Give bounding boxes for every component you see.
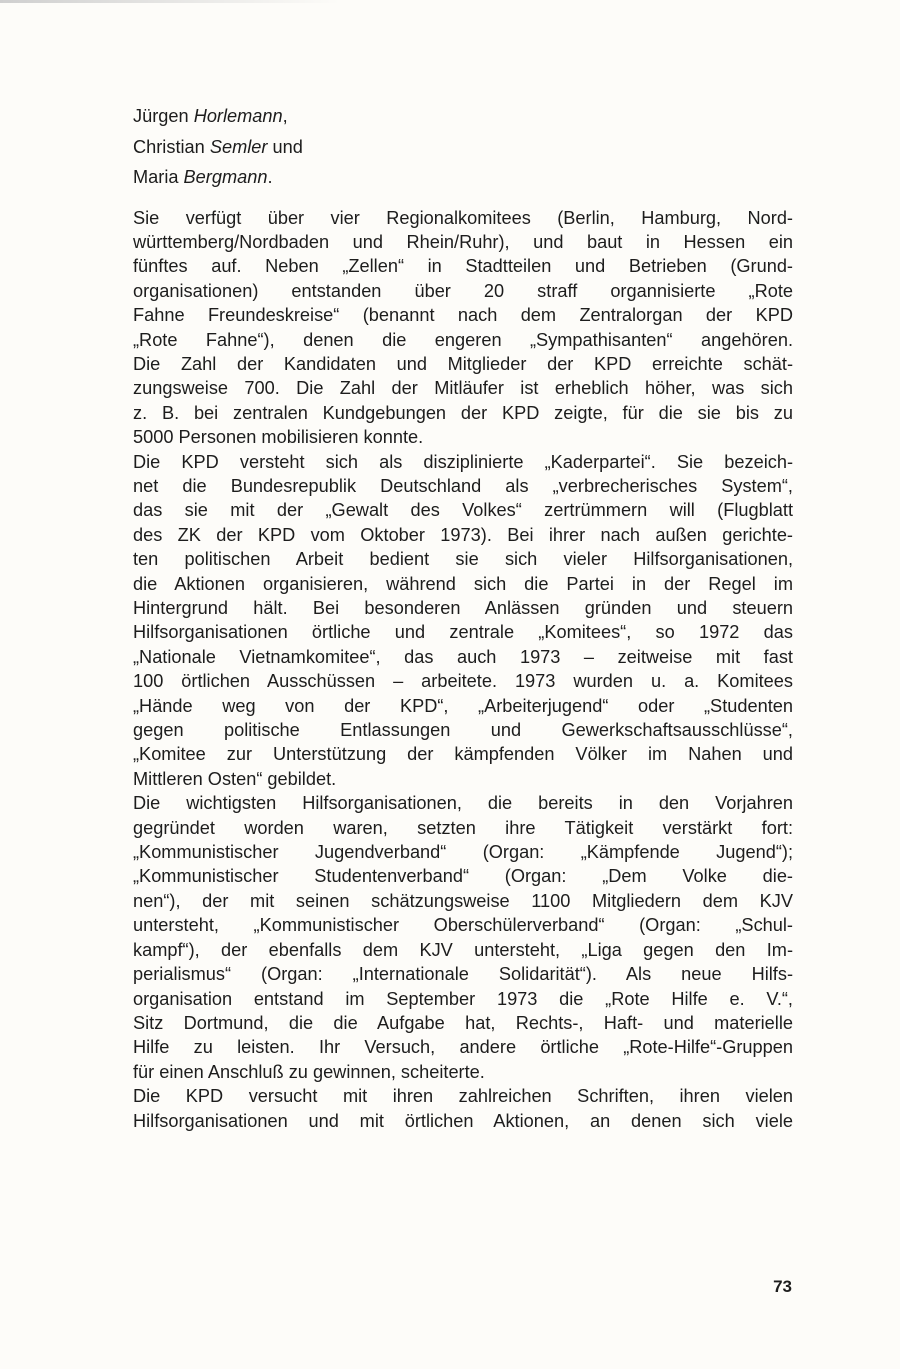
paragraph: [133, 450, 793, 792]
author-suffix: ,: [282, 106, 288, 126]
text-line: für einen Anschluß zu gewinnen, scheiterte.: [133, 1061, 485, 1082]
text-line: Die KPD versucht mit ihren zahlreichen Schriften, ihren vielen: [133, 1086, 793, 1107]
text-line: gegen politische Entlassungen und Gewerkschaftsausschlüsse“,: [133, 720, 793, 741]
text-line: nen“), der mit seinen schätzungsweise 1100 Mitgliedern dem KJV: [133, 890, 793, 911]
text-line: perialismus“ (Organ: „Internationale Solidarität“). Als neue Hilfs-: [133, 964, 793, 985]
author-line: [133, 101, 793, 132]
author-suffix: und: [267, 136, 303, 157]
text-line: 100 örtlichen Ausschüssen – arbeitete. 1973 wurden u. a. Komitees: [133, 671, 793, 692]
text-line: Fahne Freundeskreise“ (benannt nach dem Zentralorgan der KPD: [133, 305, 793, 326]
text-line: Sie verfügt über vier Regionalkomitees (Berlin, Hamburg, Nord-: [133, 207, 793, 228]
text-line: „Komitee zur Unterstützung der kämpfenden Völker im Nahen und: [133, 744, 793, 765]
paragraph: [133, 206, 793, 450]
text-line: gegründet worden waren, setzten ihre Tätigkeit verstärkt fort:: [133, 817, 793, 838]
text-line: z. B. bei zentralen Kundgebungen der KPD zeigte, für die sie bis zu: [133, 402, 793, 423]
paragraph: [133, 791, 793, 1084]
text-line: organisationen) entstanden über 20 straff organnisierte „Rote: [133, 280, 793, 301]
page-number: 73: [773, 1277, 792, 1296]
text-line: „Kommunistischer Studentenverband“ (Organ: „Dem Volke die-: [133, 866, 793, 887]
text-line: die Aktionen organisieren, während sich die Partei in der Regel im: [133, 573, 793, 594]
text-line: 5000 Personen mobilisieren konnte.: [133, 427, 424, 448]
author-line: [133, 132, 793, 163]
text-line: Mittleren Osten“ gebildet.: [133, 768, 337, 789]
author-given-name: Maria: [133, 167, 179, 187]
author-suffix: .: [267, 167, 273, 187]
body-text: [133, 206, 793, 1133]
text-line: Hilfsorganisationen örtliche und zentrale „Komitees“, so 1972 das: [133, 622, 793, 643]
author-family-name: Bergmann: [183, 167, 268, 187]
text-line: das sie mit der „Gewalt des Volkes“ zertrümmern will (Flugblatt: [133, 500, 793, 521]
document-page: [133, 101, 793, 1133]
author-line: [133, 162, 793, 193]
text-line: net die Bundesrepublik Deutschland als „verbrecherisches System“,: [133, 475, 793, 496]
text-line: organisation entstand im September 1973 die „Rote Hilfe e. V.“,: [133, 988, 793, 1009]
text-line: Hilfsorganisationen und mit örtlichen Aktionen, an denen sich viele: [133, 1110, 793, 1131]
text-line: Hilfe zu leisten. Ihr Versuch, andere örtliche „Rote-Hilfe“-Gruppen: [133, 1037, 793, 1058]
text-line: fünftes auf. Neben „Zellen“ in Stadtteilen und Betrieben (Grund-: [133, 256, 793, 277]
text-line: kampf“), der ebenfalls dem KJV untersteht, „Liga gegen den Im-: [133, 939, 793, 960]
text-line: zungsweise 700. Die Zahl der Mitläufer ist erheblich höher, was sich: [133, 378, 793, 399]
text-line: Die wichtigsten Hilfsorganisationen, die bereits in den Vorjahren: [133, 793, 793, 814]
text-line: württemberg/Nordbaden und Rhein/Ruhr), und baut in Hessen ein: [133, 231, 793, 252]
paragraph: [133, 1084, 793, 1133]
text-line: des ZK der KPD vom Oktober 1973). Bei ihrer nach außen gerichte-: [133, 524, 793, 545]
author-family-name: Horlemann: [193, 106, 283, 126]
text-line: „Kommunistischer Jugendverband“ (Organ: „Kämpfende Jugend“);: [133, 842, 793, 863]
scan-edge-rule: [0, 0, 340, 3]
text-line: Sitz Dortmund, die die Aufgabe hat, Rechts-, Haft- und materielle: [133, 1012, 793, 1033]
text-line: untersteht, „Kommunistischer Oberschülerverband“ (Organ: „Schul-: [133, 915, 793, 936]
text-line: „Rote Fahne“), denen die engeren „Sympathisanten“ angehören.: [133, 329, 793, 350]
text-line: Die Zahl der Kandidaten und Mitglieder der KPD erreichte schät-: [133, 353, 793, 374]
text-line: „Hände weg von der KPD“, „Arbeiterjugend“ oder „Studenten: [133, 695, 793, 716]
author-given-name: Christian: [133, 136, 205, 157]
author-list: [133, 101, 793, 193]
author-family-name: Semler: [209, 136, 268, 157]
text-line: Hintergrund hält. Bei besonderen Anlässen gründen und steuern: [133, 598, 793, 618]
author-given-name: Jürgen: [133, 106, 189, 126]
text-line: ten politischen Arbeit bedient sie sich vieler Hilfsorganisationen,: [133, 549, 793, 570]
text-line: „Nationale Vietnamkomitee“, das auch 1973 – zeitweise mit fast: [133, 646, 793, 667]
text-line: Die KPD versteht sich als disziplinierte „Kaderpartei“. Sie bezeich-: [133, 451, 793, 472]
